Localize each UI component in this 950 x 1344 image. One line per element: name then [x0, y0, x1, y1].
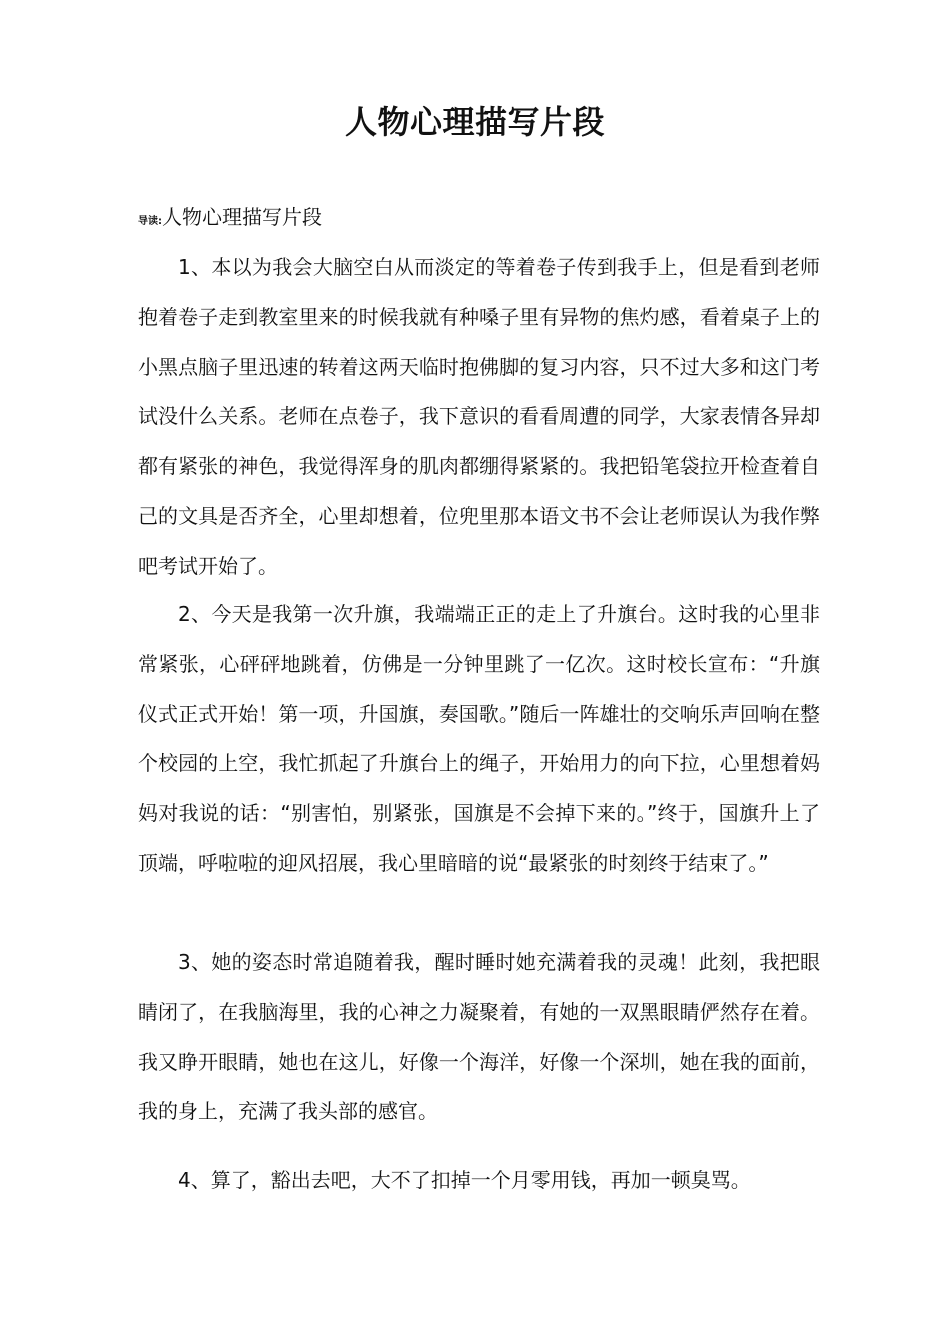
paragraph-2: 2、今天是我第一次升旗，我端端正正的走上了升旗台。这时我的心里非常紧张，心砰砰地跳着，仿佛是一分钟里跳了一亿次。这时校长宣布：“升旗仪式正式开始！第一项，升国旗，奏国歌。”随后一阵雄壮的交响乐声回响在整个校园的上空，我忙抓起了升旗台上的绳子，开始用力的向下拉，心里想着妈妈对我说的话：“别害怕，别紧张，国旗是不会掉下来的。”终于，国旗升上了顶端，呼啦啦的迎风招展，我心里暗暗的说“最紧张的时刻终于结束了。” [138, 602, 820, 875]
paragraph-3: 3、她的姿态时常追随着我，醒时睡时她充满着我的灵魂！此刻，我把眼睛闭了，在我脑海里，我的心神之力凝聚着，有她的一双黑眼睛俨然存在着。我又睁开眼睛，她也在这儿，好像一个海洋，好像一个深圳，她在我的面前，我的身上，充满了我头部的感官。 [138, 950, 820, 1124]
guide-label: 导读: [138, 216, 162, 227]
document-title: 人物心理描写片段 [344, 103, 605, 141]
guide-text: 人物心理描写片段 [162, 205, 322, 229]
guide-line [138, 200, 322, 239]
paragraph-4: 4、算了，豁出去吧，大不了扣掉一个月零用钱，再加一顿臭骂。 [178, 1168, 751, 1192]
paragraph-1: 1、本以为我会大脑空白从而淡定的等着卷子传到我手上，但是看到老师抱着卷子走到教室里来的时候我就有种嗓子里有异物的焦灼感，看着桌子上的小黑点脑子里迅速的转着这两天临时抱佛脚的复习内容，只不过大多和这门考试没什么关系。老师在点卷子，我下意识的看看周遭的同学，大家表情各异却都有紧张的神色，我觉得浑身的肌肉都绷得紧紧的。我把铅笔袋拉开检查着自己的文具是否齐全，心里却想着，位兜里那本语文书不会让老师误认为我作弊吧考试开始了。 [138, 255, 820, 578]
